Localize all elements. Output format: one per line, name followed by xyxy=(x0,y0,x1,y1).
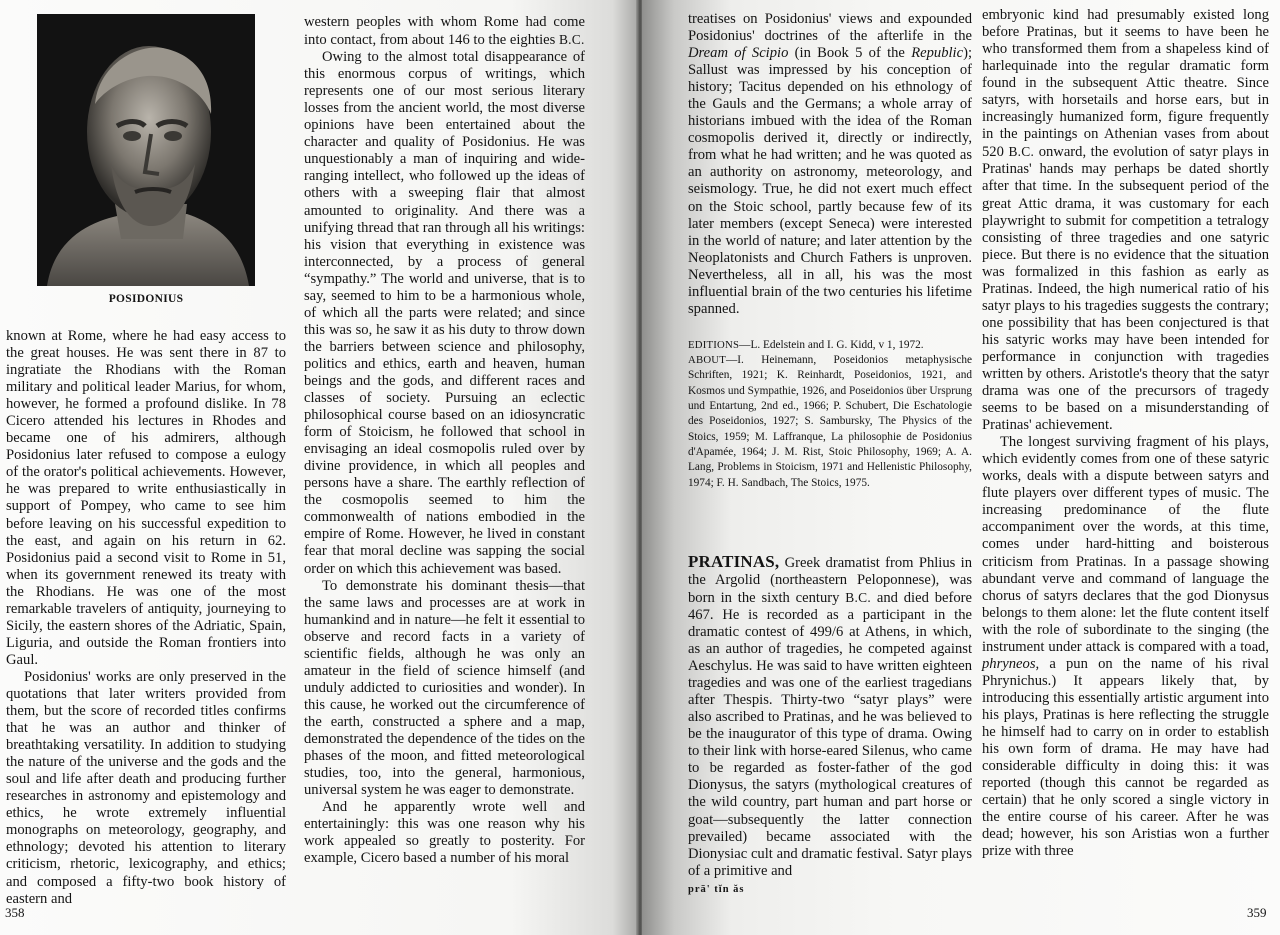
paragraph xyxy=(688,553,972,880)
left-page xyxy=(0,0,638,935)
text-run: ); Sallust was impressed by his conception of history; Tacitus depended on his ethnology of the Gauls and the Germans; a whole array of historians imbued with the idea of the Roman cosmopolis derived it, directly or indirectly, from what he had written; and he was quoted as an authority on astronomy, meteorology, and seismology. True, he did not exert much effect on the Stoic school, partly because few of its later members (except Seneca) were interested in the world of nature; and later attention by the Neoplatonists and Church Fathers is unproven. Nevertheless, all in all, his was the most influential brain of the two centuries his lifetime spanned. xyxy=(688,45,972,317)
about-label: ABOUT xyxy=(688,354,726,367)
text-run: onward, the evolution of satyr plays in Pratinas' hands may perhaps be dated shortly after that time. In the subsequent period of the great Attic drama, it was customary for each playwright to submit for competition a tetralogy consisting of three tragedies and one satyric piece. But there is no evidence that the situation was formalized in this fashion as early as Pratinas. Indeed, the high numerical ratio of his satyr plays to his tragedies suggests the contrary; one possibility that has been conjectured is that his satyric works may have been intended for performance in conjunction with tragedies written by others. Aristotle's theory that the satyr drama was one of the precursors of tragedy seems to be based on a misunderstanding of Pratinas' achievement. xyxy=(982,144,1269,434)
page-number-left: 358 xyxy=(5,905,25,920)
editions-label: EDITIONS xyxy=(688,338,740,351)
posidonius-portrait xyxy=(37,14,255,286)
pratinas-entry xyxy=(688,553,972,898)
text-run: Greek dramatist from Phlius in the Argolid (northeastern Peloponnese), was born in the sixth century xyxy=(688,554,972,606)
paragraph: And he apparently wrote well and entertainingly: this was one reason why his work appealed so greatly to posterity. For example, Cicero based a number of his moral xyxy=(304,799,585,867)
paragraph xyxy=(688,11,972,318)
era-abbreviation: B.C. xyxy=(845,589,871,605)
portrait-caption: POSIDONIUS xyxy=(108,293,184,305)
right-column-1 xyxy=(688,11,972,898)
paragraph: To demonstrate his dominant thesis—that the same laws and processes are at work in humankind and in nature—he felt it essential to observe and record facts in a variety of scientific fields, although he was only an amateur in the field of science himself (and unduly addicted to curiosities and wonder). In this cause, he worked out the circumference of the earth, constructed a sphere and a map, demonstrated the dependence of the tides on the phases of the moon, and fitted meteorological studies, too, into the general, harmonious, universal system he was eager to demonstrate. xyxy=(304,577,585,799)
text-run: (in Book 5 of the xyxy=(794,45,905,62)
right-column-2 xyxy=(982,7,1269,860)
work-title: Republic xyxy=(911,45,964,62)
paragraph: Owing to the almost total disappearance of this enormous corpus of writings, which represents one of our most serious literary losses from the ancient world, the most diverse opinions have been entertained about the character and quality of Posidonius. He was unquestionably a man of inquiring and wide-ranging intellect, who followed up the ideas of others with a sweeping flair that almost amounted to originality. And there was a unifying thread that ran through all his writings: his vision that everything in existence was interconnected, by a process of general “sympathy.” The world and universe, that is to say, seemed to him to be a harmonious whole, of which all the parts were related; and since this was so, he saw it as his duty to throw down the barriers between science and philosophy, politics and ethics, earth and heaven, human beings and the gods, and different races and classes of society. Pursuing an eclectic philosophical course based on an idiosyncratic form of Stoicism, he followed that school in envisaging an ideal cosmopolis ruled over by divine providence, in which all peoples and persons have a share. The earthly reflection of the cosmopolis seemed to him the commonwealth of nations embodied in the empire of Rome. However, he lived in constant fear that moral decline was sapping the social order on which this achievement was based. xyxy=(304,49,585,577)
era-abbreviation: B.C. xyxy=(1008,144,1035,160)
portrait-bust-image xyxy=(37,14,255,286)
page-number-right: 359 xyxy=(1247,905,1267,920)
right-page xyxy=(642,0,1280,935)
paragraph: Posidonius' works are only preserved in the quotations that later writers provided from them, but the score of recorded titles confirms that he was an author and thinker of breathtaking versatility. In addition to studying the nature of the universe and the gods and the soul and life after death and producing further researches in astronomy and epistemology and ethics, he wrote extremely influential monographs on meteorology, geography, and ethnology; devoted his attention to literary criticism, rhetoric, lexicography, and ethics; and composed a fifty-two book history of eastern and xyxy=(6,668,286,907)
bibliography xyxy=(688,338,972,491)
paragraph: known at Rome, where he had easy access to the great houses. He was sent there in 87 to ingratiate the Rhodians with the Roman military and political leader Marius, for whom, however, he formed a profound dislike. In 78 Cicero attended his lectures in Rhodes and became one of his admirers, although Posidonius later refused to compose a eulogy of the orator's political achievements. However, he was prepared to write enthusiastically in support of Pompey, who came to see him before leaving on his successful expedition to the east, and again on his return in 62. Posidonius paid a second visit to Rome in 51, when its government renewed its treaty with the Rhodians. He was one of the most remarkable travelers of antiquity, journeying to Sicily, the eastern shores of the Adriatic, Spain, Liguria, and outside the Roman frontiers into Gaul. xyxy=(6,328,286,668)
text-run: and died before 467. He is recorded as a participant in the dramatic contest of 499/6 at Athens, in which, as an author of tragedies, he competed against Aeschylus. He was said to have written eighteen tragedies and was one of the earliest tragedians after Thespis. Thirty-two “satyr plays” were also ascribed to Pratinas, and he was believed to be the inaugurator of this type of drama. Owing to their link with horse-eared Silenus, who came to be regarded as foster-father of the god Dionysus, the satyrs (mythological creatures of the wild country, part human and part horse or goat—subsequently the latter connection prevailed) became associated with the Dionysiac cult and dramatic festival. Satyr plays of a primitive and xyxy=(688,589,972,879)
about-entry xyxy=(688,353,972,491)
left-column-1 xyxy=(6,328,286,908)
entry-headword: PRATINAS, xyxy=(688,551,780,571)
left-column-2 xyxy=(304,14,585,867)
paragraph xyxy=(304,14,585,49)
text-run: a pun on the name of his rival Phrynichus.) It appears likely that, by introducing this essentially artistic argument into his plays, Pratinas is here reflecting the struggle he himself had to carry on in order to establish his own form of drama. He may have had considerable difficulty in doing this: it was reported (though this cannot be regarded as certain) that he only scored a single victory in the entire course of his career. After he was dead; however, his son Aristias won a further prize with three xyxy=(982,655,1269,860)
pronunciation: prā' tĭn ăs xyxy=(688,883,745,895)
text-run: western peoples with whom Rome had come into contact, from about 146 to the eighties xyxy=(304,14,585,49)
text-run: treatises on Posidonius' views and expounded Posidonius' doctrines of the afterlife in the xyxy=(688,11,972,45)
paragraph xyxy=(982,7,1269,434)
greek-word: phryneos, xyxy=(982,655,1040,672)
paragraph xyxy=(982,434,1269,860)
editions-entry xyxy=(688,338,972,353)
text-run: embryonic kind had presumably existed long before Pratinas, but it seems to have been he who transformed them from a shapeless kind of harlequinade into the regular dramatic form found in the subsequent Attic theatre. Since satyrs, with horsetails and horse ears, but in increasingly humanized form, figure frequently in the paintings on Athenian vases from about 520 xyxy=(982,7,1269,161)
editions-text: —L. Edelstein and I. G. Kidd, v 1, 1972. xyxy=(739,338,924,351)
text-run: The longest surviving fragment of his plays, which evidently comes from one of these satyric works, deals with a dispute between satyrs and flute players over different types of music. The increasing predominance of the flute accompaniment over the words, at this time, comes under hard-hitting and boisterous criticism from Pratinas. In a passage showing abundant verve and command of language the chorus of satyrs declares that the god Dionysus belongs to them alone: let the flute content itself with the role of subordinate to the singing (the instrument under attack is compared with a toad, xyxy=(982,434,1269,655)
era-abbreviation: B.C. xyxy=(558,32,585,48)
work-title: Dream of Scipio xyxy=(688,45,789,62)
about-text: —I. Heinemann, Poseidonios metaphysische Schriften, 1921; K. Reinhardt, Poseidonios, 1921, and Kosmos und Sympathie, 1926, and Poseidonios über Ursprung und Entartung, 2nd ed., 1966; P. Schubert, Die Eschatologie des Poseidonios, 1927; S. Sambursky, The Physics of the Stoics, 1959; M. Laffranque, La philosophie de Posidonius d'Apamée, 1964; J. M. Rist, Stoic Philosophy, 1969; A. A. Lang, Problems in Stoicism, 1971 and Hellenistic Philosophy, 1974; F. H. Sandbach, The Stoics, 1975. xyxy=(688,354,972,489)
